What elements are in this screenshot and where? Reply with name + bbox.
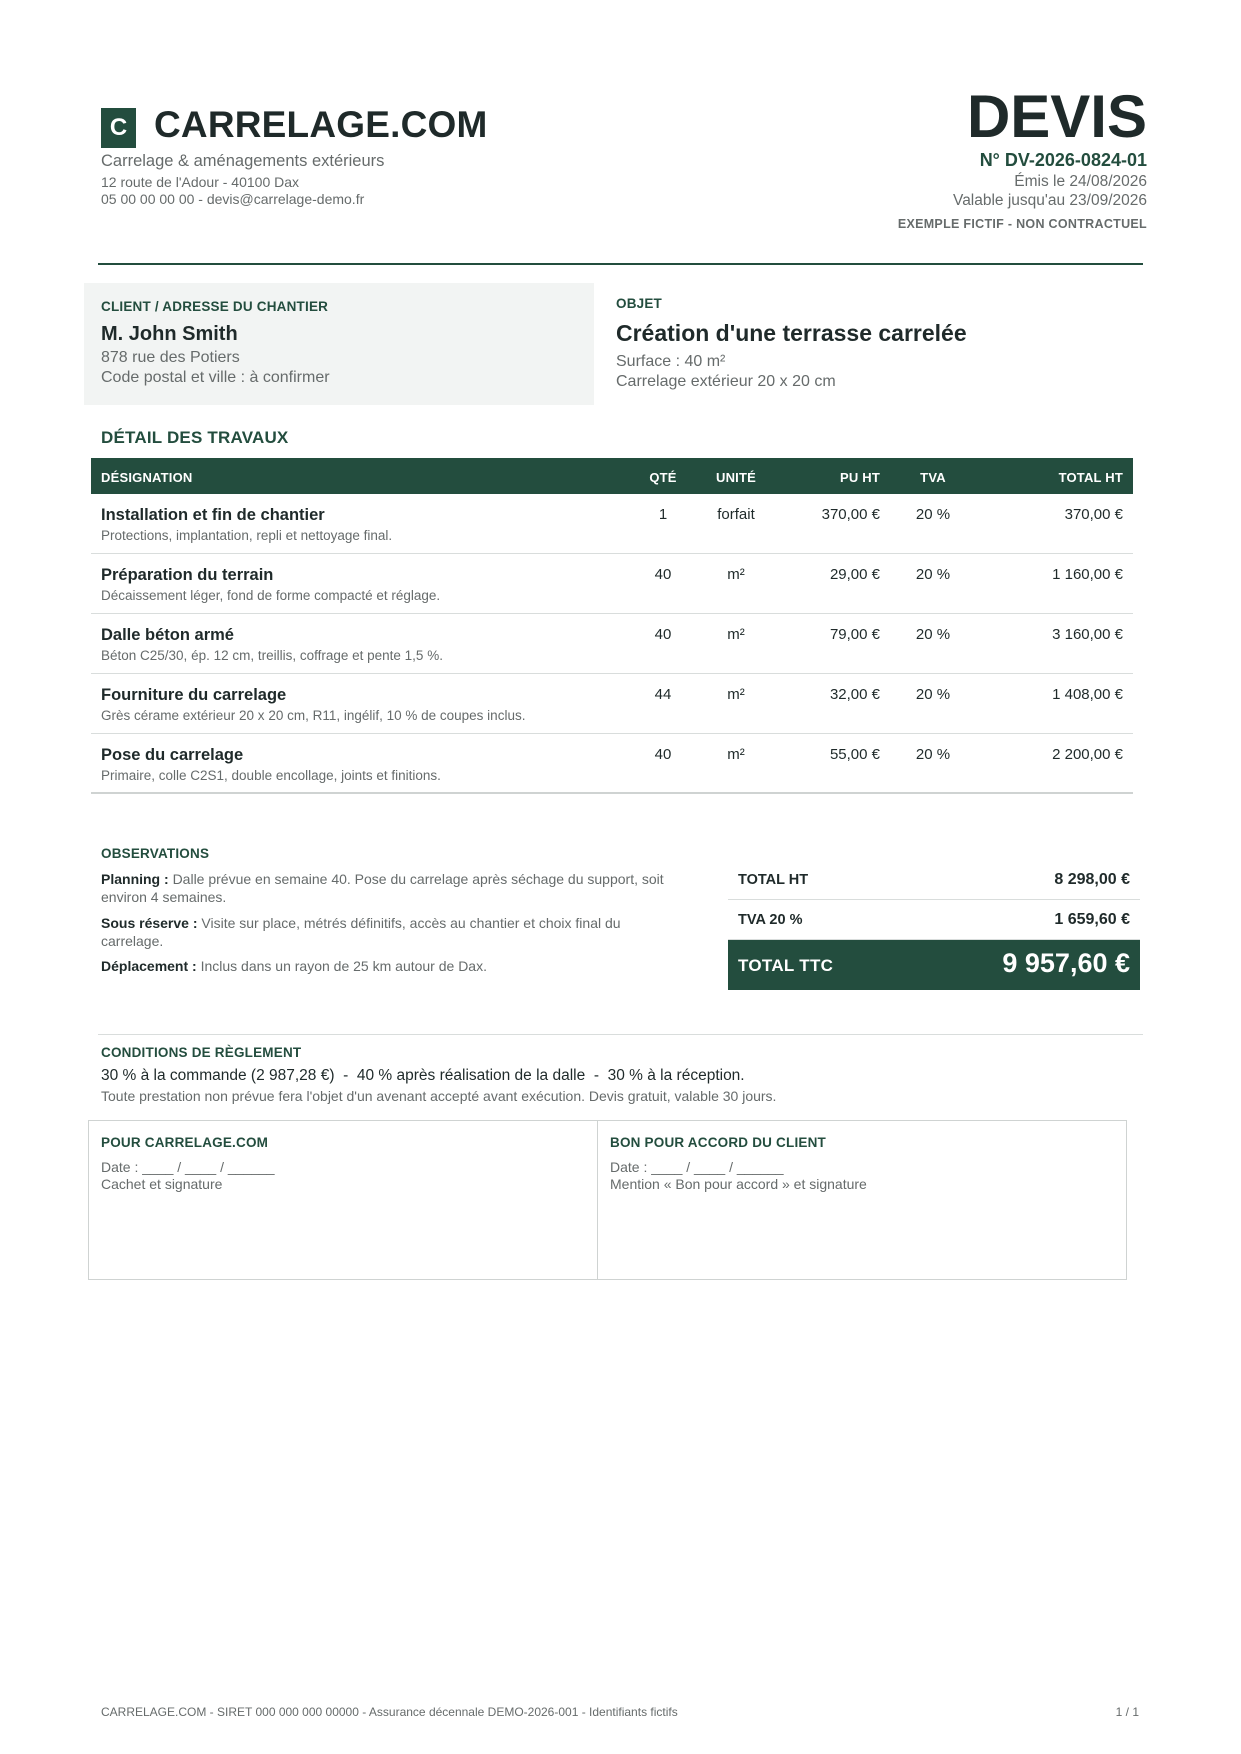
company-logo: C bbox=[101, 108, 136, 148]
row-designation: Installation et fin de chantier bbox=[101, 506, 325, 524]
fictitious-notice: EXEMPLE FICTIF - NON CONTRACTUEL bbox=[897, 217, 1147, 231]
quote-number: N° DV-2026-0824-01 bbox=[979, 150, 1147, 170]
row-unit: m² bbox=[727, 686, 745, 703]
quote-valid-until: Valable jusqu'au 23/09/2026 bbox=[953, 192, 1147, 209]
header-qty: QTÉ bbox=[649, 470, 677, 485]
row-unit: m² bbox=[727, 566, 745, 583]
detail-title: DÉTAIL DES TRAVAUX bbox=[101, 428, 289, 447]
observation-text: Visite sur place, métrés définitifs, accès au chantier et choix final du carrelage. bbox=[101, 915, 621, 949]
works-table bbox=[91, 458, 1133, 794]
observation-text: Inclus dans un rayon de 25 km autour de Dax. bbox=[200, 958, 487, 974]
client-signature-box bbox=[598, 1120, 1127, 1280]
row-designation: Pose du carrelage bbox=[101, 746, 244, 764]
objet-surface: Surface : 40 m² bbox=[616, 353, 726, 370]
row-unit-price: 79,00 € bbox=[829, 626, 880, 643]
row-description: Béton C25/30, ép. 12 cm, treillis, coffrage et pente 1,5 %. bbox=[101, 648, 443, 663]
total-ttc-value: 9 957,60 € bbox=[1002, 948, 1130, 978]
client-city: Code postal et ville : à confirmer bbox=[101, 369, 330, 386]
objet-tile: Carrelage extérieur 20 x 20 cm bbox=[616, 373, 836, 390]
row-unit-price: 29,00 € bbox=[829, 566, 880, 583]
row-total: 1 408,00 € bbox=[1052, 686, 1123, 703]
table-row bbox=[91, 674, 1133, 734]
row-description: Protections, implantation, repli et nettoyage final. bbox=[101, 528, 393, 543]
observation-travel bbox=[101, 957, 681, 975]
header-total: TOTAL HT bbox=[1058, 470, 1123, 485]
total-tva-value: 1 659,60 € bbox=[1054, 911, 1130, 928]
row-unit-price: 55,00 € bbox=[829, 746, 880, 763]
row-tva: 20 % bbox=[915, 566, 951, 583]
row-total: 2 200,00 € bbox=[1052, 746, 1123, 763]
row-description: Décaissement léger, fond de forme compacté et réglage. bbox=[101, 588, 441, 603]
row-description: Primaire, colle C2S1, double encollage, joints et finitions. bbox=[101, 768, 441, 783]
row-total: 1 160,00 € bbox=[1052, 566, 1123, 583]
conditions-label: CONDITIONS DE RÈGLEMENT bbox=[101, 1045, 302, 1060]
row-qty: 40 bbox=[654, 566, 672, 583]
signature-instruction: Cachet et signature bbox=[101, 1176, 223, 1192]
observation-reserve bbox=[101, 914, 681, 950]
signature-date: Date : ____ / ____ / ______ bbox=[101, 1159, 275, 1175]
header-divider bbox=[98, 263, 1143, 265]
row-unit-price: 370,00 € bbox=[821, 506, 880, 523]
total-ht-value: 8 298,00 € bbox=[1054, 871, 1130, 888]
document-title: DEVIS bbox=[966, 83, 1147, 150]
signature-title: POUR CARRELAGE.COM bbox=[101, 1135, 269, 1150]
quote-issue-date: Émis le 24/08/2026 bbox=[1014, 173, 1147, 190]
observation-key: Planning : bbox=[101, 871, 169, 887]
row-qty: 40 bbox=[654, 746, 672, 763]
row-tva: 20 % bbox=[915, 686, 951, 703]
conditions-note: Toute prestation non prévue fera l'objet d'un avenant accepté avant exécution. Devis gratuit, valable 30 jours. bbox=[101, 1088, 777, 1104]
row-qty: 44 bbox=[654, 686, 672, 703]
header-unit-price: PU HT bbox=[840, 470, 880, 485]
table-row bbox=[91, 734, 1133, 794]
table-row bbox=[91, 554, 1133, 614]
row-designation: Fourniture du carrelage bbox=[101, 686, 287, 704]
client-name: M. John Smith bbox=[101, 323, 238, 345]
row-qty: 40 bbox=[654, 626, 672, 643]
table-header bbox=[91, 458, 1133, 494]
footer-legal: CARRELAGE.COM - SIRET 000 000 000 00000 - Assurance décennale DEMO-2026-001 - Identifiants fictifs bbox=[101, 1705, 678, 1719]
row-designation: Préparation du terrain bbox=[101, 566, 274, 584]
row-designation: Dalle béton armé bbox=[101, 626, 234, 644]
row-total: 3 160,00 € bbox=[1052, 626, 1123, 643]
row-tva: 20 % bbox=[915, 746, 951, 763]
signature-date: Date : ____ / ____ / ______ bbox=[610, 1159, 784, 1175]
total-ttc-box bbox=[728, 940, 1140, 990]
client-label: CLIENT / ADRESSE DU CHANTIER bbox=[101, 299, 329, 314]
row-unit: m² bbox=[727, 626, 745, 643]
client-box bbox=[84, 283, 594, 405]
payment-schedule: 30 % à la commande (2 987,28 €) - 40 % après réalisation de la dalle - 30 % à la réception. bbox=[101, 1067, 745, 1084]
objet-title: Création d'une terrasse carrelée bbox=[616, 320, 967, 346]
total-ht-line bbox=[728, 860, 1140, 900]
row-tva: 20 % bbox=[915, 506, 951, 523]
row-unit: m² bbox=[727, 746, 745, 763]
company-contact: 05 00 00 00 00 - devis@carrelage-demo.fr bbox=[101, 191, 365, 207]
header-designation: DÉSIGNATION bbox=[101, 470, 193, 485]
observations-label: OBSERVATIONS bbox=[101, 846, 210, 861]
header-tva: TVA bbox=[920, 470, 946, 485]
header-unit: UNITÉ bbox=[716, 470, 756, 485]
table-row bbox=[91, 494, 1133, 554]
company-name: CARRELAGE.COM bbox=[154, 104, 488, 145]
company-tagline: Carrelage & aménagements extérieurs bbox=[101, 152, 385, 170]
row-total: 370,00 € bbox=[1064, 506, 1123, 523]
signature-instruction: Mention « Bon pour accord » et signature bbox=[610, 1176, 867, 1192]
row-unit: forfait bbox=[717, 506, 755, 523]
observation-key: Déplacement : bbox=[101, 958, 197, 974]
total-tva-label: TVA 20 % bbox=[738, 912, 803, 928]
client-street: 878 rue des Potiers bbox=[101, 349, 240, 366]
row-description: Grès cérame extérieur 20 x 20 cm, R11, ingélif, 10 % de coupes inclus. bbox=[101, 708, 526, 723]
observation-planning bbox=[101, 870, 681, 906]
signature-title: BON POUR ACCORD DU CLIENT bbox=[610, 1135, 826, 1150]
conditions-divider bbox=[98, 1034, 1143, 1035]
row-qty: 1 bbox=[658, 506, 668, 523]
observation-text: Dalle prévue en semaine 40. Pose du carrelage après séchage du support, soit environ 4 semaines. bbox=[101, 871, 664, 905]
total-tva-line bbox=[728, 900, 1140, 940]
company-address: 12 route de l'Adour - 40100 Dax bbox=[101, 174, 300, 190]
observation-key: Sous réserve : bbox=[101, 915, 198, 931]
total-ttc-label: TOTAL TTC bbox=[738, 956, 834, 975]
objet-label: OBJET bbox=[616, 296, 663, 311]
page-number: 1 / 1 bbox=[1115, 1705, 1139, 1719]
total-ht-label: TOTAL HT bbox=[738, 872, 809, 888]
table-row bbox=[91, 614, 1133, 674]
company-signature-box bbox=[88, 1120, 598, 1280]
row-unit-price: 32,00 € bbox=[829, 686, 880, 703]
row-tva: 20 % bbox=[915, 626, 951, 643]
